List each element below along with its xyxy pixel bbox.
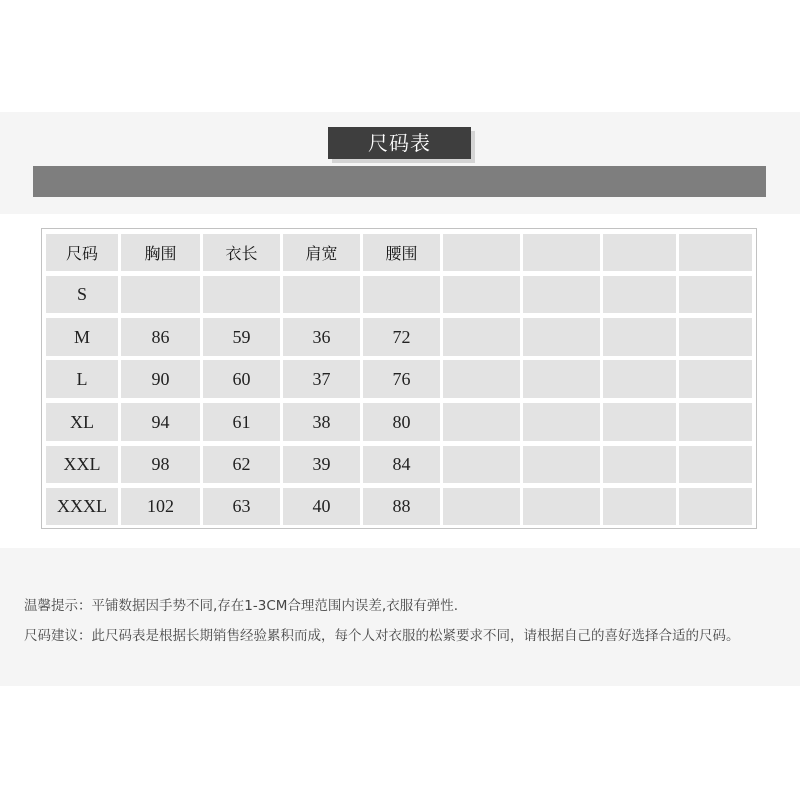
table-cell (443, 488, 520, 525)
table-cell: 39 (283, 446, 360, 483)
table-cell (603, 360, 676, 398)
table-cell: S (46, 276, 118, 313)
table-cell (283, 276, 360, 313)
table-cell (603, 403, 676, 441)
page-title: 尺码表 (328, 127, 471, 159)
table-cell: M (46, 318, 118, 356)
table-cell: 59 (203, 318, 280, 356)
table-cell (679, 318, 752, 356)
table-cell (679, 360, 752, 398)
table-cell: 98 (121, 446, 200, 483)
table-cell (679, 488, 752, 525)
table-cell (523, 276, 600, 313)
table-cell: 94 (121, 403, 200, 441)
size-table (41, 228, 757, 529)
table-cell: 40 (283, 488, 360, 525)
table-cell: L (46, 360, 118, 398)
table-cell: 60 (203, 360, 280, 398)
table-cell (523, 403, 600, 441)
table-cell (363, 276, 440, 313)
table-cell (523, 488, 600, 525)
table-cell (443, 403, 520, 441)
table-header-cell (523, 234, 600, 271)
table-cell (603, 276, 676, 313)
table-cell (523, 446, 600, 483)
title-bar (33, 166, 766, 197)
table-header-cell (679, 234, 752, 271)
table-cell: 36 (283, 318, 360, 356)
table-header-cell (603, 234, 676, 271)
table-cell: 86 (121, 318, 200, 356)
advice-note: 尺码建议：此尺码表是根据长期销售经验累积而成，每个人对衣服的松紧要求不同，请根据自己的喜好选择合适的尺码。 (24, 628, 740, 644)
table-cell (603, 488, 676, 525)
table-cell: 80 (363, 403, 440, 441)
table-cell (679, 403, 752, 441)
table-cell: 61 (203, 403, 280, 441)
table-cell (443, 276, 520, 313)
table-cell: 88 (363, 488, 440, 525)
table-cell: 63 (203, 488, 280, 525)
table-cell (443, 318, 520, 356)
table-cell: XXXL (46, 488, 118, 525)
table-cell: 102 (121, 488, 200, 525)
table-cell: 37 (283, 360, 360, 398)
table-cell (603, 318, 676, 356)
table-cell: 84 (363, 446, 440, 483)
table-cell: 62 (203, 446, 280, 483)
table-header-cell: 胸围 (121, 234, 200, 271)
table-cell (523, 318, 600, 356)
table-header-cell: 尺码 (46, 234, 118, 271)
table-header-cell: 衣长 (203, 234, 280, 271)
table-cell (443, 446, 520, 483)
table-cell: XXL (46, 446, 118, 483)
table-cell: XL (46, 403, 118, 441)
tip-note: 温馨提示：平铺数据因手势不同,存在1-3CM合理范围内误差,衣服有弹性. (24, 598, 458, 614)
table-cell (121, 276, 200, 313)
table-cell (443, 360, 520, 398)
table-cell (679, 446, 752, 483)
table-cell: 90 (121, 360, 200, 398)
table-header-cell (443, 234, 520, 271)
table-cell (523, 360, 600, 398)
table-cell: 38 (283, 403, 360, 441)
table-cell (603, 446, 676, 483)
table-cell: 72 (363, 318, 440, 356)
table-cell: 76 (363, 360, 440, 398)
table-cell (679, 276, 752, 313)
table-header-cell: 肩宽 (283, 234, 360, 271)
table-header-cell: 腰围 (363, 234, 440, 271)
table-cell (203, 276, 280, 313)
